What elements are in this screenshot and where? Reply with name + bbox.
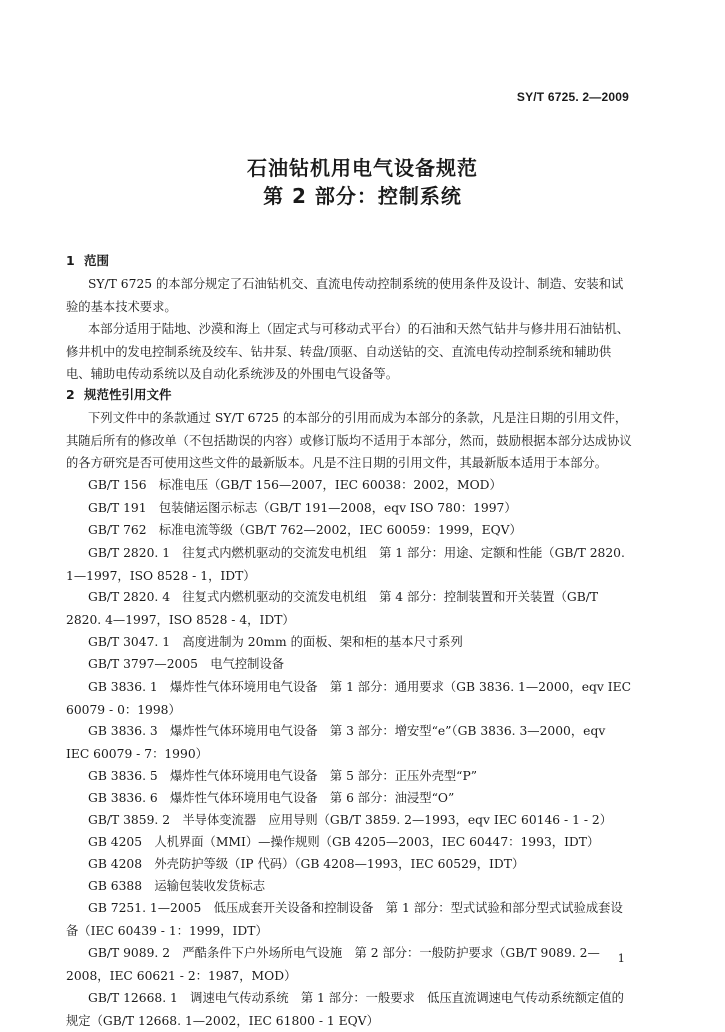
section-1-paragraph-1: [66, 273, 632, 318]
reference-item: GB 3836. 5 爆炸性气体环境用电气设备 第 5 部分：正压外壳型“P”: [88, 769, 478, 783]
section-1-heading: [66, 251, 109, 269]
reference-item: GB 6388 运输包装收发货标志: [88, 879, 266, 893]
reference-item: GB 3836. 3 爆炸性气体环境用电气设备 第 3 部分：增安型“e”（GB 3836. 3—2000，eqv IEC 60079 - 7：1990）: [66, 724, 606, 761]
reference-item: GB/T 3797—2005 电气控制设备: [88, 657, 285, 671]
section-number: 1: [66, 253, 75, 268]
section-1-paragraph-2: [66, 318, 632, 386]
reference-item: GB 3836. 6 爆炸性气体环境用电气设备 第 6 部分：油浸型“O”: [88, 791, 455, 805]
page-number: 1: [617, 951, 625, 965]
reference-item: GB/T 12668. 1 调速电气传动系统 第 1 部分：一般要求 低压直流调速电气传动系统额定值的规定（GB/T 12668. 1—2002，IEC 61800 - 1 EQV）: [66, 991, 624, 1028]
section-title: 范围: [84, 253, 110, 268]
reference-item: GB 3836. 1 爆炸性气体环境用电气设备 第 1 部分：通用要求（GB 3836. 1—2000，eqv IEC 60079 - 0：1998）: [66, 680, 632, 717]
reference-item: GB 4208 外壳防护等级（IP 代码）（GB 4208—1993，IEC 60529，IDT）: [88, 857, 525, 871]
paragraph-text: 本部分适用于陆地、沙漠和海上（固定式与可移动式平台）的石油和天然气钻井与修井用石油钻机、修井机中的发电控制系统及绞车、钻井泵、转盘/顶驱、自动送钻的交、直流电传动控制系统和辅助供电、辅助电传动系统以及自动化系统涉及的外围电气设备等。: [66, 322, 630, 381]
section-2-intro: [66, 407, 632, 475]
reference-item: GB/T 9089. 2 严酷条件下户外场所电气设施 第 2 部分：一般防护要求（GB/T 9089. 2—2008，IEC 60621 - 2：1987，MOD）: [66, 946, 600, 983]
section-2-heading: [66, 385, 172, 403]
document-subtitle: 第 2 部分：控制系统: [263, 184, 462, 208]
reference-item: GB/T 762 标准电流等级（GB/T 762—2002，IEC 60059：1999，EQV）: [88, 523, 522, 537]
section-number: 2: [66, 387, 75, 402]
reference-item: GB/T 3047. 1 高度进制为 20mm 的面板、架和柜的基本尺寸系列: [88, 635, 463, 649]
reference-item: GB 4205 人机界面（MMI）—操作规则（GB 4205—2003，IEC 60447：1993，IDT）: [88, 835, 600, 849]
reference-item: GB/T 191 包装储运图示标志（GB/T 191—2008，eqv ISO 780：1997）: [88, 501, 517, 515]
reference-item: GB/T 2820. 4 往复式内燃机驱动的交流发电机组 第 4 部分：控制装置和开关装置（GB/T 2820. 4—1997，ISO 8528 - 4，IDT）: [66, 590, 599, 627]
reference-item: GB/T 2820. 1 往复式内燃机驱动的交流发电机组 第 1 部分：用途、定额和性能（GB/T 2820. 1—1997，ISO 8528 - 1，IDT）: [66, 546, 625, 583]
paragraph-text: SY/T 6725 的本部分规定了石油钻机交、直流电传动控制系统的使用条件及设计、制造、安装和试验的基本技术要求。: [66, 277, 624, 314]
paragraph-text: 下列文件中的条款通过 SY/T 6725 的本部分的引用而成为本部分的条款，凡是注日期的引用文件，其随后所有的修改单（不包括勘误的内容）或修订版均不适用于本部分，然而，鼓励根据本部分达成协议的各方研究是否可使用这些文件的最新版本。凡是不注日期的引用文件，其最新版本适用于本部分。: [66, 411, 632, 470]
reference-item: GB/T 3859. 2 半导体变流器 应用导则（GB/T 3859. 2—1993，eqv IEC 60146 - 1 - 2）: [88, 813, 613, 827]
reference-item: GB/T 156 标准电压（GB/T 156—2007，IEC 60038：2002，MOD）: [88, 478, 502, 492]
document-title: 石油钻机用电气设备规范: [247, 156, 478, 180]
reference-item: GB 7251. 1—2005 低压成套开关设备和控制设备 第 1 部分：型式试验和部分型式试验成套设备（IEC 60439 - 1：1999，IDT）: [66, 901, 623, 938]
standard-code: SY/T 6725. 2—2009: [516, 90, 629, 104]
section-title: 规范性引用文件: [84, 387, 172, 402]
